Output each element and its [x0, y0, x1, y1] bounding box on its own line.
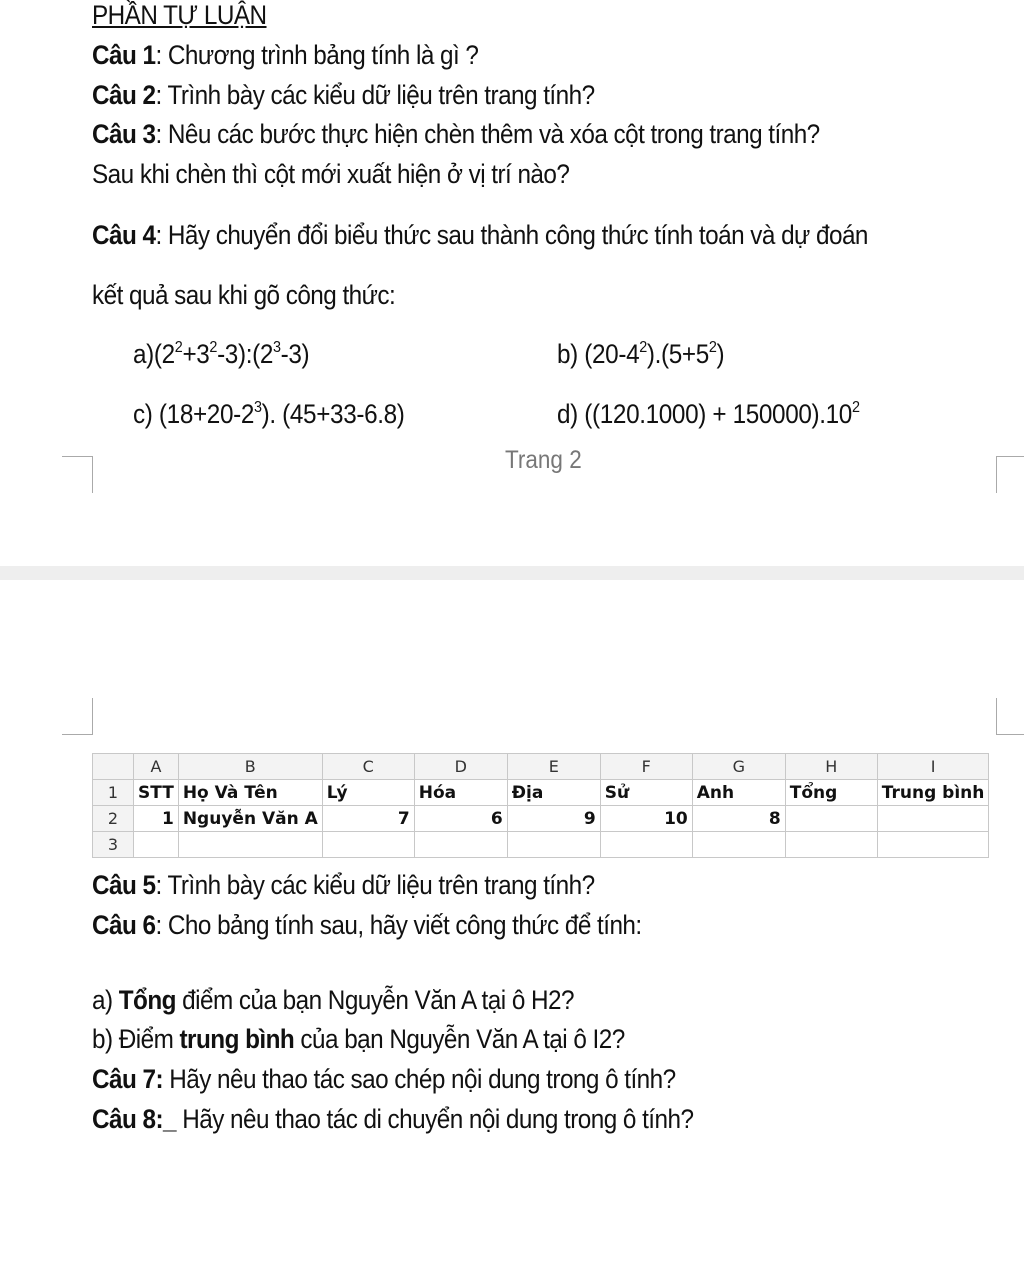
cell-b2[interactable]: Nguyễn Văn A [178, 806, 322, 832]
cell-h2[interactable] [785, 806, 877, 832]
column-header-f[interactable]: F [600, 754, 692, 780]
cell-c1[interactable]: Lý [322, 780, 414, 806]
question-4-continued: kết quả sau khi gõ công thức: [92, 280, 396, 310]
question-2 [92, 80, 595, 111]
question-1 [92, 40, 478, 71]
question-1-text: : Chương trình bảng tính là gì ? [155, 40, 479, 70]
column-header-b[interactable]: B [178, 754, 322, 780]
column-header-i[interactable]: I [877, 754, 989, 780]
cell-a2[interactable]: 1 [134, 806, 179, 832]
column-header-row [93, 754, 989, 780]
cell-g3[interactable] [692, 832, 785, 858]
cell-h1[interactable]: Tổng [785, 780, 877, 806]
expression-a: $a)(2^2+3^2-3):(2^3-3)$ [133, 339, 310, 369]
cell-c3[interactable] [322, 832, 414, 858]
question-7-text: Hãy nêu thao tác sao chép nội dung trong ô tính? [163, 1064, 676, 1094]
question-4-label: Câu 4 [92, 220, 156, 250]
question-4 [92, 220, 868, 251]
cell-i3[interactable] [877, 832, 989, 858]
cell-d1[interactable]: Hóa [414, 780, 507, 806]
expression-c: c) $(18+20-2^3)$. (45+33-6.8) [133, 399, 405, 429]
cell-b1[interactable]: Họ Và Tên [178, 780, 322, 806]
cell-d3[interactable] [414, 832, 507, 858]
corner-cell [93, 754, 134, 780]
cell-a1[interactable]: STT [134, 780, 179, 806]
cell-e3[interactable] [507, 832, 600, 858]
column-header-h[interactable]: H [785, 754, 877, 780]
page-corner-mark [62, 456, 93, 493]
column-header-c[interactable]: C [322, 754, 414, 780]
cell-g2[interactable]: 8 [692, 806, 785, 832]
question-8 [92, 1104, 693, 1135]
question-3-continued: Sau khi chèn thì cột mới xuất hiện ở vị trí nào? [92, 159, 570, 189]
cell-d2[interactable]: 6 [414, 806, 507, 832]
column-header-d[interactable]: D [414, 754, 507, 780]
question-8-label: Câu 8:_ [92, 1104, 177, 1134]
cell-i2[interactable] [877, 806, 989, 832]
cell-g1[interactable]: Anh [692, 780, 785, 806]
cell-e1[interactable]: Địa [507, 780, 600, 806]
question-5-text: : Trình bày các kiểu dữ liệu trên trang tính? [155, 870, 595, 900]
cell-h3[interactable] [785, 832, 877, 858]
row-header-3[interactable]: 3 [93, 832, 134, 858]
cell-f1[interactable]: Sử [600, 780, 692, 806]
section-title: PHẦN TỰ LUẬN [92, 0, 267, 30]
question-3 [92, 119, 820, 150]
table-row [93, 806, 989, 832]
column-header-g[interactable]: G [692, 754, 785, 780]
spreadsheet-table [92, 753, 989, 858]
question-6 [92, 910, 642, 941]
question-1-label: Câu 1 [92, 40, 156, 70]
cell-f2[interactable]: 10 [600, 806, 692, 832]
page-separator [0, 566, 1024, 580]
cell-b3[interactable] [178, 832, 322, 858]
question-8-text: Hãy nêu thao tác di chuyển nội dung trong ô tính? [176, 1104, 694, 1134]
table-row [93, 832, 989, 858]
question-3-label: Câu 3 [92, 119, 156, 149]
cell-i1[interactable]: Trung bình [877, 780, 989, 806]
table-row [93, 780, 989, 806]
question-5 [92, 870, 595, 901]
cell-e2[interactable]: 9 [507, 806, 600, 832]
page-number: Trang 2 [505, 446, 582, 474]
page-corner-mark [996, 456, 1024, 493]
expression-d: d) $((120.1000) + 150000).10^2$ [557, 399, 860, 429]
page-corner-mark [62, 698, 93, 735]
row-header-1[interactable]: 1 [93, 780, 134, 806]
cell-c2[interactable]: 7 [322, 806, 414, 832]
cell-f3[interactable] [600, 832, 692, 858]
expression-b: b) $(20-4^2).(5+5^2)$ [557, 339, 725, 369]
question-4-text: : Hãy chuyển đổi biểu thức sau thành công thức tính toán và dự đoán [155, 220, 868, 250]
question-7-label: Câu 7: [92, 1064, 164, 1094]
question-2-text: : Trình bày các kiểu dữ liệu trên trang tính? [155, 80, 595, 110]
question-2-label: Câu 2 [92, 80, 156, 110]
row-header-2[interactable]: 2 [93, 806, 134, 832]
question-6a: a) Tổng điểm của bạn Nguyễn Văn A tại ô H2? [92, 985, 574, 1015]
page-corner-mark [996, 698, 1024, 735]
question-6-label: Câu 6 [92, 910, 156, 940]
column-header-e[interactable]: E [507, 754, 600, 780]
question-7 [92, 1064, 676, 1095]
column-header-a[interactable]: A [134, 754, 179, 780]
question-3-text: : Nêu các bước thực hiện chèn thêm và xóa cột trong trang tính? [155, 119, 820, 149]
cell-a3[interactable] [134, 832, 179, 858]
question-6-text: : Cho bảng tính sau, hãy viết công thức để tính: [155, 910, 642, 940]
question-5-label: Câu 5 [92, 870, 156, 900]
question-6b: b) Điểm trung bình của bạn Nguyễn Văn A tại ô I2? [92, 1024, 625, 1054]
